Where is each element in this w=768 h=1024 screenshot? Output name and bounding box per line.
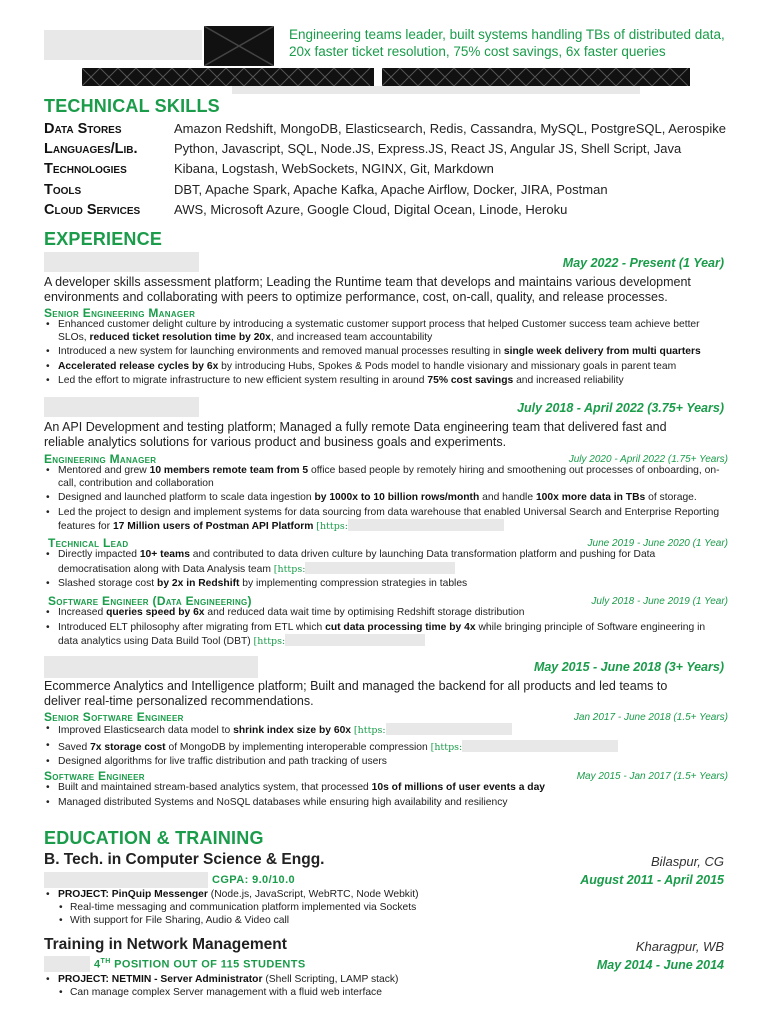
company-redaction xyxy=(44,252,199,272)
sub-bullet-item: • Can manage complex Server management with a fluid web interface xyxy=(58,987,728,1000)
contact-redaction-left xyxy=(82,68,374,86)
section-title-skills: TECHNICAL SKILLS xyxy=(44,96,220,116)
skill-row xyxy=(44,202,567,222)
bullet-item: • Saved 7x storage cost of MongoDB by implementing interoperable compression [https: xyxy=(44,740,728,755)
skill-label: Cloud Services xyxy=(44,202,141,218)
skill-value: Kibana, Logstash, WebSockets, NGINX, Git, Markdown xyxy=(174,161,494,176)
job-bullets xyxy=(44,319,728,390)
rank-suffix: TH xyxy=(100,958,111,965)
skill-label: Languages/Lib. xyxy=(44,141,138,157)
section-title-education: EDUCATION & TRAINING xyxy=(44,828,264,848)
bullet-item: • Improved Elasticsearch data model to shrink index size by 60x [https: xyxy=(44,723,728,738)
role-date: Jan 2017 - June 2018 (1.5+ Years) xyxy=(573,712,728,723)
education-bullets xyxy=(44,889,728,930)
job-bullets xyxy=(44,607,728,651)
skill-label: Data Stores xyxy=(44,121,122,137)
redacted-link[interactable]: [https: xyxy=(430,741,463,753)
link-redaction xyxy=(348,519,504,531)
skill-label: Tools xyxy=(44,182,82,198)
sub-bullets xyxy=(58,902,728,928)
role-date: July 2018 - June 2019 (1 Year) xyxy=(591,596,728,607)
role-title: Software Engineer (Data Engineering) xyxy=(48,594,252,608)
contact-redaction-right xyxy=(382,68,690,86)
skill-value: Amazon Redshift, MongoDB, Elasticsearch, Redis, Cassandra, MySQL, PostgreSQL, Aerospike xyxy=(174,121,727,136)
bullet-item: • Designed algorithms for live traffic distribution and path tracking of users xyxy=(44,756,728,769)
education-date: May 2014 - June 2014 xyxy=(596,958,724,972)
bullet-item: • Increased queries speed by 6x and reduced data wait time by optimising Redshift storage distribution xyxy=(44,607,728,620)
skill-value: Python, Javascript, SQL, Node.JS, Express.JS, React JS, Angular JS, Shell Script, Java xyxy=(174,141,682,156)
project-label: PROJECT: NETMIN - Server Administrator xyxy=(58,974,263,985)
role-date: July 2020 - April 2022 (1.75+ Years) xyxy=(568,454,728,465)
project-stack: (Shell Scripting, LAMP stack) xyxy=(265,974,399,985)
skill-row xyxy=(44,182,608,202)
role-date: May 2015 - Jan 2017 (1.5+ Years) xyxy=(576,771,728,782)
education-rank xyxy=(94,958,306,971)
bullet-item: • Introduced ELT philosophy after migrating from ETL which cut data processing time by 4x while bringing principle of Software engineering in data analytics using Data Build Tool (DBT) [https: xyxy=(44,622,728,649)
bullet-item: • Slashed storage cost by 2x in Redshift by implementing compression strategies in tables xyxy=(44,578,728,591)
header-tagline: Engineering teams leader, built systems handling TBs of distributed data, 20x faster ticket resolution, 75% cost savings, 6x faster queries xyxy=(289,27,725,59)
institution-redaction xyxy=(44,956,90,972)
bullet-item: • Enhanced customer delight culture by introducing a systematic customer support process that helped Customer success team achieve better SLOs, reduced ticket resolution time by 20x, and increased team accountability xyxy=(44,319,728,344)
skill-value: AWS, Microsoft Azure, Google Cloud, Digital Ocean, Linode, Heroku xyxy=(174,202,568,217)
institution-redaction xyxy=(44,872,208,888)
education-title: B. Tech. in Computer Science & Engg. xyxy=(44,851,325,868)
job-description: Ecommerce Analytics and Intelligence platform; Built and managed the backend for all products and led teams to deliver real-time personalized recommendations. xyxy=(44,679,668,708)
sub-bullet-item: • With support for File Sharing, Audio & Video call xyxy=(58,915,728,928)
link-redaction xyxy=(285,634,425,646)
skill-row xyxy=(44,121,726,141)
bullet-item xyxy=(44,974,728,999)
rank-text: POSITION OUT OF 115 STUDENTS xyxy=(110,958,306,971)
bullet-item: • Led the project to design and implement systems for data sourcing from data warehouse that enabled Universal Search and Enterprise Reporting features for 17 Million users of Postman API Platform [https: xyxy=(44,507,728,534)
role-title: Senior Engineering Manager xyxy=(44,306,196,320)
role-title: Engineering Manager xyxy=(44,452,157,466)
education-place: Kharagpur, WB xyxy=(635,939,724,954)
photo-redaction xyxy=(204,26,274,66)
contact-redaction-strip xyxy=(232,86,640,94)
bullet-item: • Mentored and grew 10 members remote team from 5 office based people by remotely hiring and smoothening out processes of onboarding, on-call, contribution and collaboration xyxy=(44,465,728,490)
redacted-link[interactable]: [https: xyxy=(253,636,286,648)
job-bullets xyxy=(44,782,728,811)
job-description: A developer skills assessment platform; Leading the Runtime team that develops and maintains various development environments and collaborating with peers to optimize performance, cost, on-call, quality, and release processes. xyxy=(44,275,691,304)
link-redaction xyxy=(305,562,455,574)
bullet-item: • Led the effort to migrate infrastructure to new efficient system resulting in around 75% cost savings and increased reliability xyxy=(44,375,728,388)
skill-value: DBT, Apache Spark, Apache Kafka, Apache Airflow, Docker, JIRA, Postman xyxy=(174,182,608,197)
project-label: PROJECT: PinQuip Messenger xyxy=(58,889,208,900)
education-title: Training in Network Management xyxy=(44,936,287,953)
company-redaction xyxy=(44,656,258,678)
company-redaction xyxy=(44,397,199,417)
section-title-experience: EXPERIENCE xyxy=(44,229,163,249)
sub-bullet-item: • Real-time messaging and communication platform implemented via Sockets xyxy=(58,902,728,915)
bullet-item: • Managed distributed Systems and NoSQL databases while ensuring high availability and resiliency xyxy=(44,797,728,810)
job-bullets xyxy=(44,549,728,593)
redacted-link[interactable]: [https: xyxy=(353,725,386,736)
redacted-link[interactable]: [https: xyxy=(273,563,306,575)
job-bullets xyxy=(44,465,728,536)
bullet-item: • Introduced a new system for launching environments and removed manual processes resulting in single week delivery from multi quarters xyxy=(44,346,728,359)
skill-row xyxy=(44,161,494,181)
role-title: Software Engineer xyxy=(44,769,145,783)
sub-bullets xyxy=(58,987,728,1000)
education-cgpa: CGPA: 9.0/10.0 xyxy=(212,874,296,886)
bullet-item: • Directly impacted 10+ teams and contributed to data driven culture by launching Data transformation platform and pushing for Data democratisation along with Data Analysis team [https: xyxy=(44,549,728,576)
education-date: August 2011 - April 2015 xyxy=(580,873,724,887)
bullet-item xyxy=(44,889,728,928)
job-date: May 2015 - June 2018 (3+ Years) xyxy=(533,660,724,674)
job-bullets xyxy=(44,723,728,771)
education-bullets xyxy=(44,974,728,1001)
link-redaction xyxy=(386,723,512,735)
skill-label: Technologies xyxy=(44,161,127,177)
project-stack: (Node.js, JavaScript, WebRTC, Node Webkit) xyxy=(210,889,419,900)
job-date: May 2022 - Present (1 Year) xyxy=(562,256,724,270)
role-title: Senior Software Engineer xyxy=(44,710,184,724)
role-date: June 2019 - June 2020 (1 Year) xyxy=(587,538,728,549)
bullet-item: • Accelerated release cycles by 6x by introducing Hubs, Spokes & Pods model to handle visionary and missionary goals in parent team xyxy=(44,361,728,374)
bullet-item: • Built and maintained stream-based analytics system, that processed 10s of millions of user events a day xyxy=(44,782,728,795)
name-redaction xyxy=(44,30,202,60)
rank-number: 4 xyxy=(94,958,101,971)
bullet-item: • Designed and launched platform to scale data ingestion by 1000x to 10 billion rows/month and handle 100x more data in TBs of storage. xyxy=(44,492,728,505)
skill-row xyxy=(44,141,681,161)
education-place: Bilaspur, CG xyxy=(651,854,724,869)
job-date: July 2018 - April 2022 (3.75+ Years) xyxy=(517,401,724,415)
link-redaction xyxy=(462,740,618,752)
redacted-link[interactable]: [https: xyxy=(316,521,348,533)
job-description: An API Development and testing platform; Managed a fully remote Data engineering team that delivered fast and reliable analytics solutions for various product and business goals and experiments. xyxy=(44,420,667,449)
role-title: Technical Lead xyxy=(48,536,129,550)
